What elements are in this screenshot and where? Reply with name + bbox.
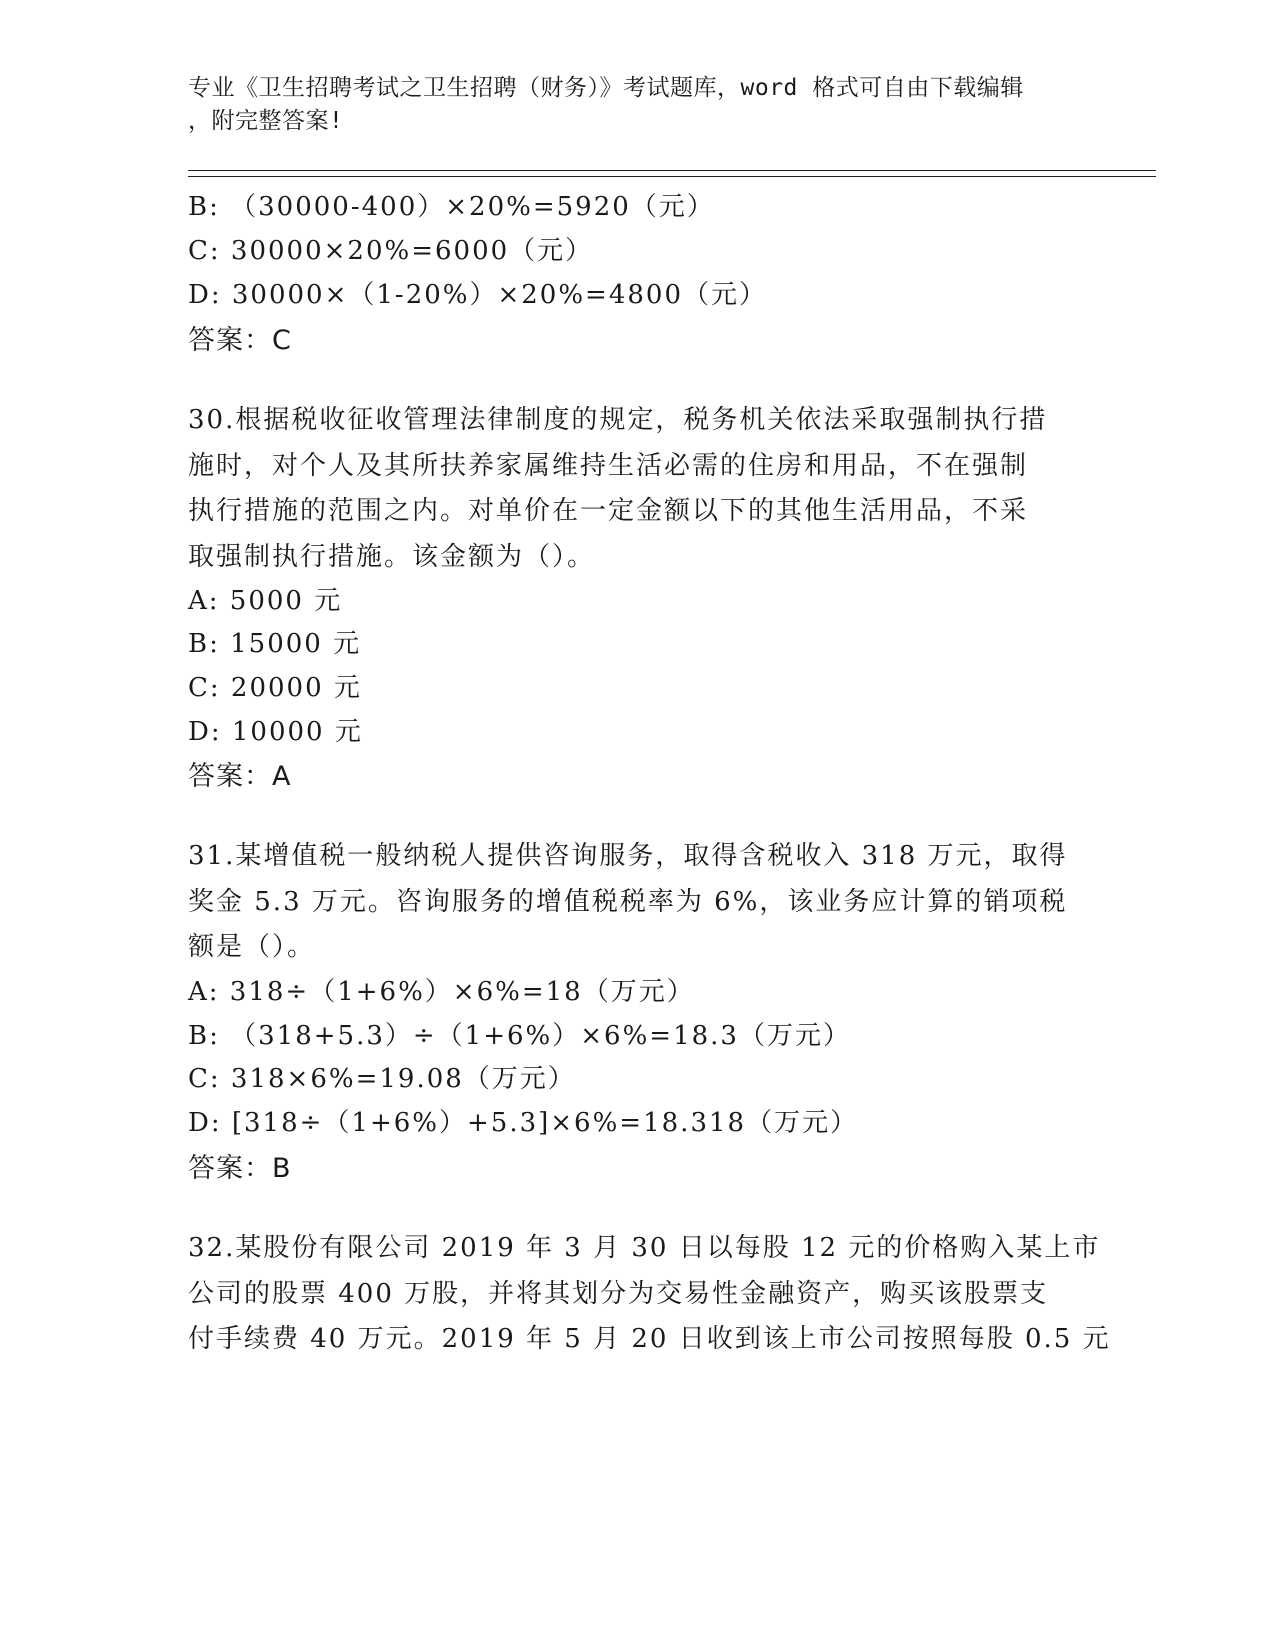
header-divider-bottom	[188, 176, 1156, 177]
q30-stem	[188, 398, 1088, 580]
q31-option-a: A: 318÷（1+6%）×6%=18（万元）	[188, 977, 695, 1007]
q30-stem-line: 取强制执行措施。该金额为（）。	[188, 541, 596, 572]
q32-stem	[188, 1226, 1111, 1363]
q30-stem-line: 30.根据税收征收管理法律制度的规定，税务机关依法采取强制执行措	[188, 405, 1048, 435]
q30-option-b: B: 15000 元	[188, 629, 362, 659]
document-header	[188, 72, 1078, 138]
q29-option-b: B: （30000-400）×20%=5920（元）	[188, 192, 715, 222]
q30-option-a: A: 5000 元	[188, 586, 343, 616]
q31-option-d: D: [318÷（1+6%）+5.3]×6%=18.318（万元）	[188, 1108, 859, 1138]
q30-stem-line: 执行措施的范围之内。对单价在一定金额以下的其他生活用品，不采	[188, 496, 1029, 526]
header-divider-top	[188, 170, 1156, 171]
q30-option-c: C: 20000 元	[188, 673, 362, 703]
q31-stem-line: 奖金 5.3 万元。咨询服务的增值税税率为 6%，该业务应计算的销项税	[188, 886, 1068, 917]
header-line-1: 专业《卫生招聘考试之卫生招聘（财务）》考试题库，word 格式可自由下载编辑	[188, 75, 1024, 101]
q30-stem-line: 施时，对个人及其所扶养家属维持生活必需的住房和用品，不在强制	[188, 450, 1029, 481]
q32-stem-line: 付手续费 40 万元。2019 年 5 月 20 日收到该上市公司按照每股 0.5 元	[188, 1324, 1111, 1354]
q29-option-d: D: 30000×（1-20%）×20%=4800（元）	[188, 280, 768, 310]
q30-answer: 答案：A	[188, 761, 292, 792]
q29-option-c: C: 30000×20%=6000（元）	[188, 236, 594, 266]
header-line-2: ，附完整答案!	[188, 108, 344, 134]
q31-answer: 答案：B	[188, 1153, 292, 1184]
q31-stem-line: 31.某增值税一般纳税人提供咨询服务，取得含税收入 318 万元，取得	[188, 841, 1068, 871]
q31-option-c: C: 318×6%=19.08（万元）	[188, 1064, 576, 1094]
q31-stem	[188, 834, 1088, 971]
q32-stem-line: 公司的股票 400 万股，并将其划分为交易性金融资产，购买该股票支	[188, 1278, 1049, 1309]
q31-option-b: B: （318+5.3）÷（1+6%）×6%=18.3（万元）	[188, 1021, 851, 1051]
q30-option-d: D: 10000 元	[188, 717, 363, 747]
q31-stem-line: 额是（）。	[188, 932, 316, 962]
q29-answer: 答案：C	[188, 325, 292, 356]
q32-stem-line: 32.某股份有限公司 2019 年 3 月 30 日以每股 12 元的价格购入某上市	[188, 1233, 1101, 1263]
